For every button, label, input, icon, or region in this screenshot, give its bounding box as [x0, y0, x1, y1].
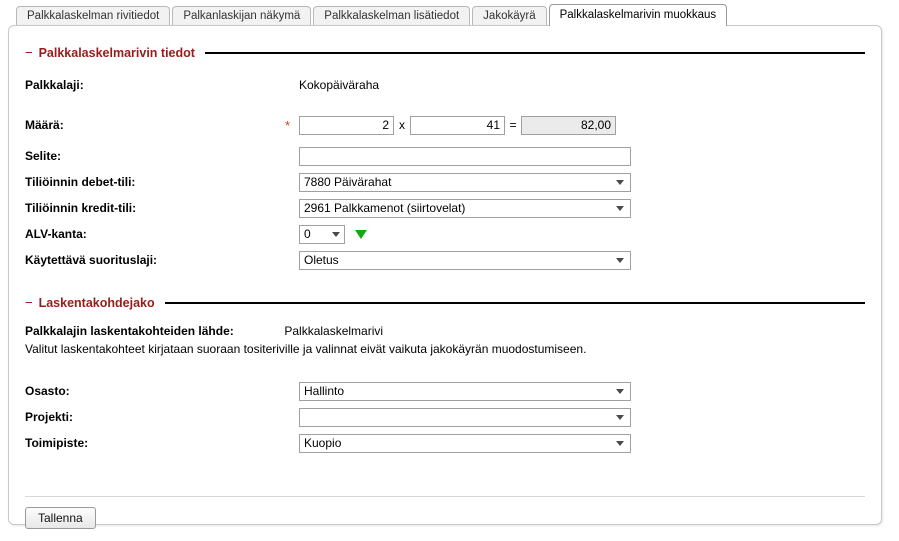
- field-alv: [25, 223, 865, 245]
- field-kredit: [25, 197, 865, 219]
- maara-label: Määrä:: [25, 118, 64, 132]
- edit-panel: [8, 25, 882, 525]
- tab-palkkalaskelman-lisatiedot[interactable]: Palkkalaskelman lisätiedot: [313, 6, 470, 26]
- debet-select[interactable]: 7880 Päivärahat: [299, 173, 631, 192]
- cost-allocation-note: Valitut laskentakohteet kirjataan suoraan tositeriville ja valinnat eivät vaikuta jakokäyrän muodostumiseen.: [25, 342, 587, 356]
- palkkalaji-value: Kokopäiväraha: [299, 78, 380, 92]
- tab-palkkalaskelmarivin-muokkaus[interactable]: Palkkalaskelmarivin muokkaus: [549, 4, 728, 26]
- footer-divider: [25, 496, 865, 497]
- panel-footer: [25, 496, 865, 529]
- selite-input[interactable]: [299, 147, 631, 166]
- minus-icon[interactable]: −: [25, 295, 33, 310]
- minus-icon[interactable]: −: [25, 45, 33, 60]
- tab-jakokayra[interactable]: Jakokäyrä: [472, 6, 546, 26]
- maara-quantity-input[interactable]: [299, 116, 394, 135]
- save-button[interactable]: Tallenna: [25, 507, 96, 529]
- tab-bar: [16, 4, 889, 26]
- projekti-select[interactable]: [299, 408, 631, 427]
- section-cost-allocation-legend: [25, 296, 865, 310]
- field-projekti: [25, 406, 865, 428]
- field-osasto: [25, 380, 865, 402]
- maara-operator: x: [399, 118, 405, 132]
- tab-palkkalaskelman-rivitiedot[interactable]: Palkkalaskelman rivitiedot: [16, 6, 170, 26]
- field-selite: [25, 145, 865, 167]
- maara-required-marker: *: [285, 117, 291, 133]
- maara-equals: =: [509, 118, 517, 132]
- alv-label: ALV-kanta:: [25, 227, 87, 241]
- kredit-label: Tiliöinnin kredit-tili:: [25, 201, 137, 215]
- field-toimipiste: [25, 432, 865, 454]
- source-label: Palkkalajin laskentakohteiden lähde:: [25, 324, 234, 338]
- section-row-details-legend: [25, 46, 865, 60]
- maara-total-input: [521, 116, 616, 135]
- projekti-label: Projekti:: [25, 410, 74, 424]
- field-suorituslaji: [25, 249, 865, 271]
- legend-divider: [165, 302, 865, 304]
- row-details-form: [25, 74, 865, 271]
- section-cost-allocation-title: Laskentakohdejako: [38, 296, 155, 310]
- suorituslaji-label: Käytettävä suorituslaji:: [25, 253, 158, 267]
- toimipiste-label: Toimipiste:: [25, 436, 89, 450]
- kredit-select[interactable]: 2961 Palkkamenot (siirtovelat): [299, 199, 631, 218]
- selite-label: Selite:: [25, 149, 62, 163]
- field-debet: [25, 171, 865, 193]
- section-row-details-title: Palkkalaskelmarivin tiedot: [38, 46, 195, 60]
- debet-label: Tiliöinnin debet-tili:: [25, 175, 136, 189]
- legend-divider: [205, 52, 865, 54]
- tab-palkanlaskijan-nakyma[interactable]: Palkanlaskijan näkymä: [172, 6, 311, 26]
- cost-allocation-form: [25, 380, 865, 454]
- alv-select[interactable]: 0: [299, 225, 345, 244]
- green-down-arrow-icon[interactable]: [355, 230, 367, 239]
- osasto-select[interactable]: Hallinto: [299, 382, 631, 401]
- field-palkkalaji: [25, 74, 865, 96]
- field-maara: [25, 114, 865, 136]
- section-cost-allocation: [25, 296, 865, 458]
- section-row-details: [25, 46, 865, 275]
- toimipiste-select[interactable]: Kuopio: [299, 434, 631, 453]
- osasto-label: Osasto:: [25, 384, 70, 398]
- cost-allocation-source-row: [25, 324, 865, 338]
- source-value: Palkkalaskelmarivi: [284, 324, 384, 338]
- palkkalaji-label: Palkkalaji:: [25, 78, 84, 92]
- suorituslaji-select[interactable]: Oletus: [299, 251, 631, 270]
- maara-rate-input[interactable]: [410, 116, 505, 135]
